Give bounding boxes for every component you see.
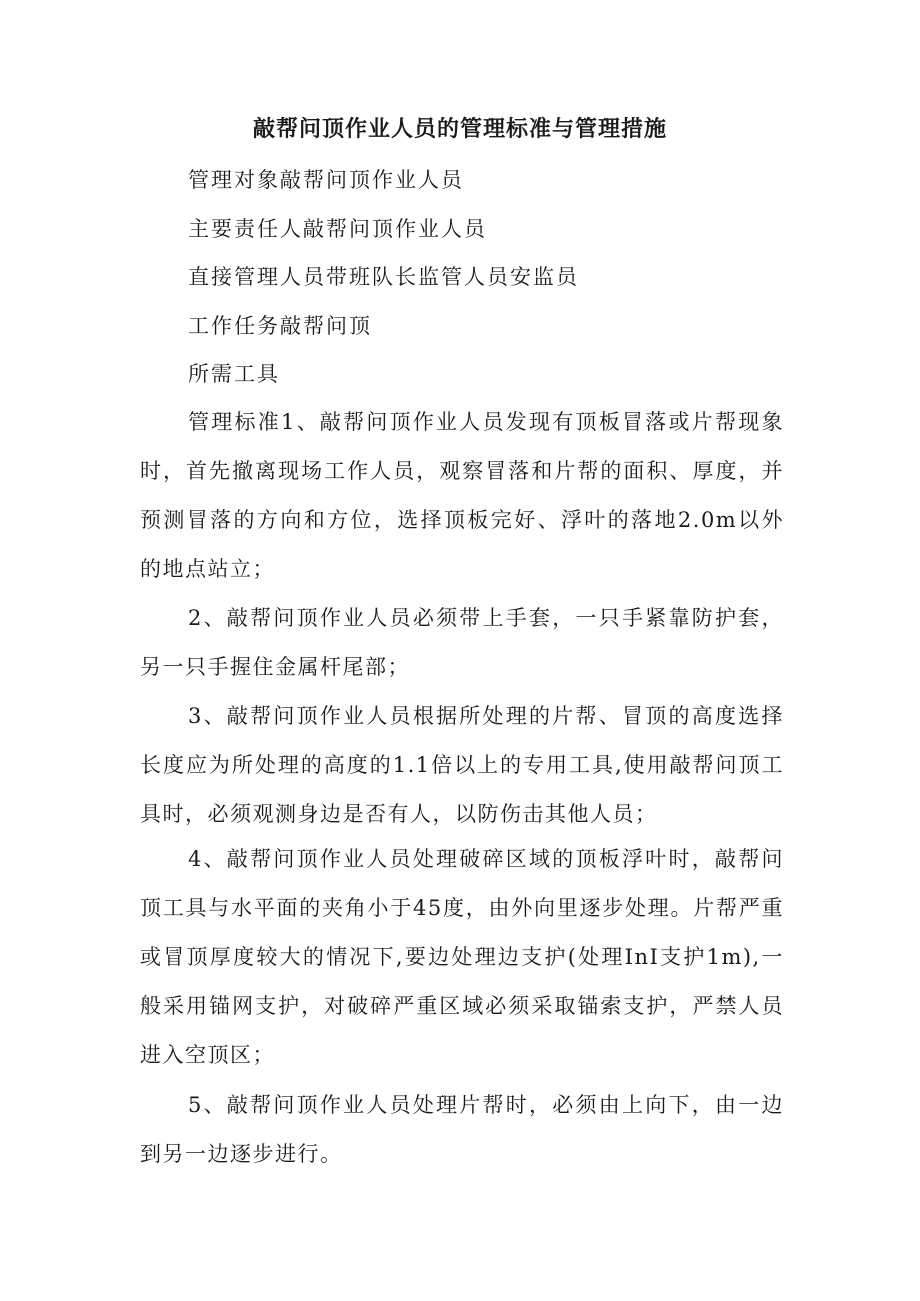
document-title: 敲帮问顶作业人员的管理标准与管理措施: [252, 117, 667, 142]
paragraph-standard-4: 4、敲帮问顶作业人员处理破碎区域的顶板浮叶时，敲帮问顶工具与水平面的夹角小于45度，由外向里逐步处理。片帮严重或冒顶厚度较大的情况下,要边处理边支护(处理InI支护1m),一般采用锚网支护，对破碎严重区域必须采取锚索支护，严禁人员进入空顶区；: [140, 847, 784, 1067]
field-main-responsible: 主要责任人敲帮问顶作业人员: [188, 217, 487, 241]
paragraph-standard-3: 3、敲帮问顶作业人员根据所处理的片帮、冒顶的高度选择长度应为所处理的高度的1.1倍以上的专用工具,使用敲帮问顶工具时，必须观测身边是否有人，以防伤击其他人员；: [140, 704, 784, 826]
field-required-tools: 所需工具: [188, 362, 280, 386]
paragraph-standard-1: 管理标准1、敲帮问顶作业人员发现有顶板冒落或片帮现象时，首先撤离现场工作人员，观察冒落和片帮的面积、厚度，并预测冒落的方向和方位，选择顶板完好、浮叶的落地2.0m以外的地点站立；: [140, 410, 784, 581]
paragraph-standard-2: 2、敲帮问顶作业人员必须带上手套，一只手紧靠防护套，另一只手握住金属杆尾部；: [140, 606, 784, 679]
field-management-object: 管理对象敲帮问顶作业人员: [188, 168, 464, 192]
field-work-task: 工作任务敲帮问顶: [188, 314, 372, 338]
paragraph-standard-5: 5、敲帮问顶作业人员处理片帮时，必须由上向下，由一边到另一边逐步进行。: [140, 1093, 784, 1166]
field-direct-management: 直接管理人员带班队长监管人员安监员: [188, 265, 579, 289]
